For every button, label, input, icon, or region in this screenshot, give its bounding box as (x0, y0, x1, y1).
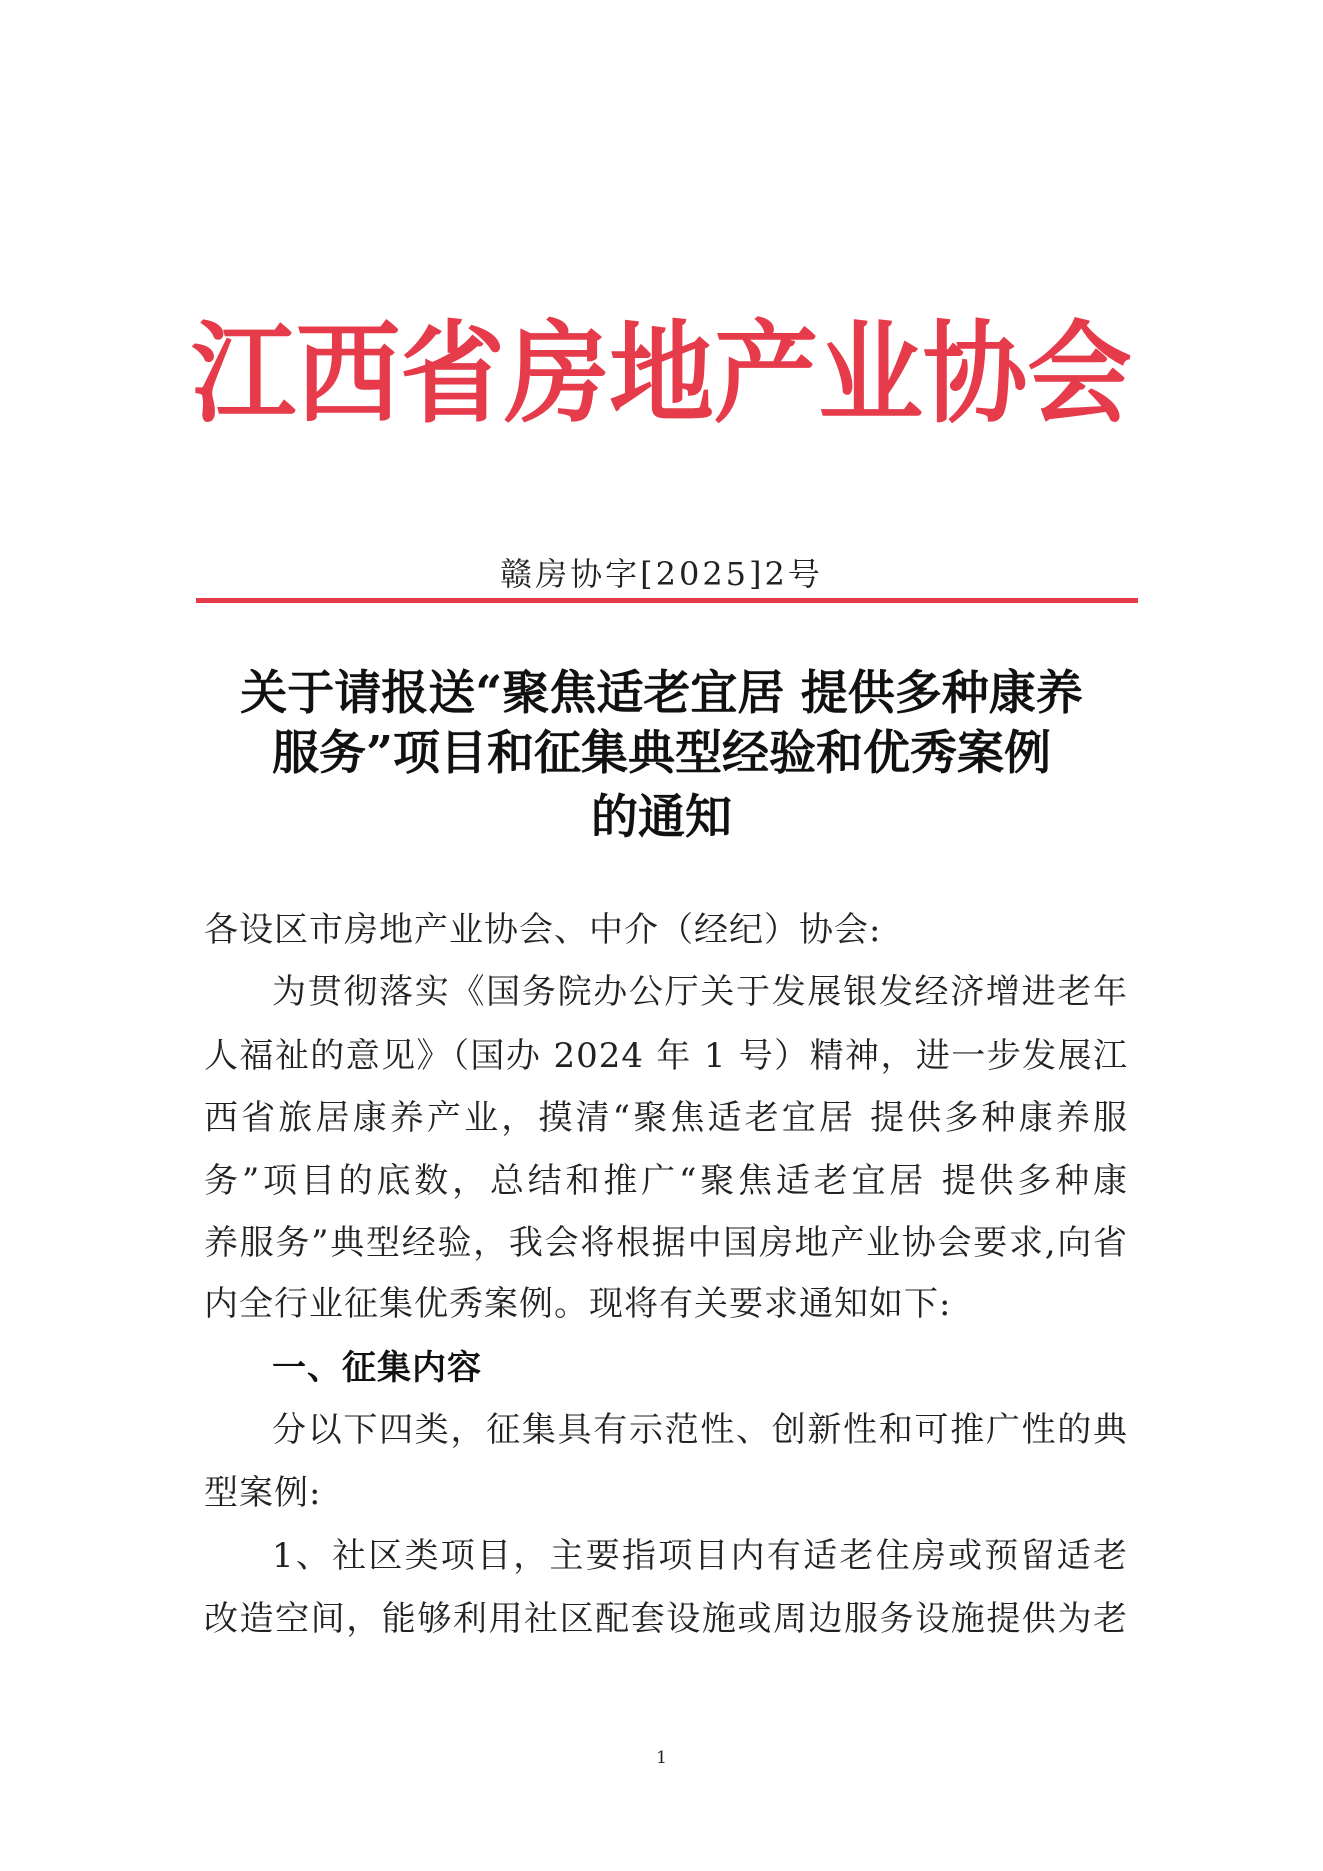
title-line-3: 的通知 (591, 790, 732, 845)
paragraph1-line-6: 内全行业征集优秀案例。现将有关要求通知如下: (204, 1284, 952, 1324)
salutation: 各设区市房地产业协会、中介（经纪）协会: (204, 910, 882, 950)
paragraph1-line-3: 西省旅居康养产业，摸清“聚焦适老宜居 提供多种康养服 (204, 1098, 1128, 1138)
paragraph1-line-2: 人福祉的意见》（国办 2024 年 1 号）精神，进一步发展江 (204, 1036, 1128, 1076)
document-number: 赣房协字[2025]2号 (500, 555, 823, 593)
organization-letterhead: 江西省房地产业协会 (191, 309, 1132, 438)
item1-line-1: 1、社区类项目，主要指项目内有适老住房或预留适老 (272, 1536, 1128, 1576)
section-heading: 一、征集内容 (272, 1348, 482, 1388)
paragraph1-line-1: 为贯彻落实《国务院办公厅关于发展银发经济增进老年 (272, 972, 1128, 1012)
paragraph2-line-1: 分以下四类，征集具有示范性、创新性和可推广性的典 (272, 1410, 1128, 1450)
paragraph1-line-4: 务”项目的底数，总结和推广“聚焦适老宜居 提供多种康 (204, 1161, 1128, 1201)
paragraph2-line-2: 型案例: (204, 1473, 322, 1513)
title-line-2: 服务”项目和征集典型经验和优秀案例 (271, 726, 1052, 781)
page-number: 1 (656, 1748, 667, 1768)
title-line-1: 关于请报送“聚焦适老宜居 提供多种康养 (240, 666, 1083, 721)
letterhead-divider (196, 598, 1138, 603)
item1-line-2: 改造空间，能够利用社区配套设施或周边服务设施提供为老 (204, 1599, 1128, 1639)
paragraph1-line-5: 养服务”典型经验，我会将根据中国房地产业协会要求,向省 (204, 1223, 1128, 1263)
